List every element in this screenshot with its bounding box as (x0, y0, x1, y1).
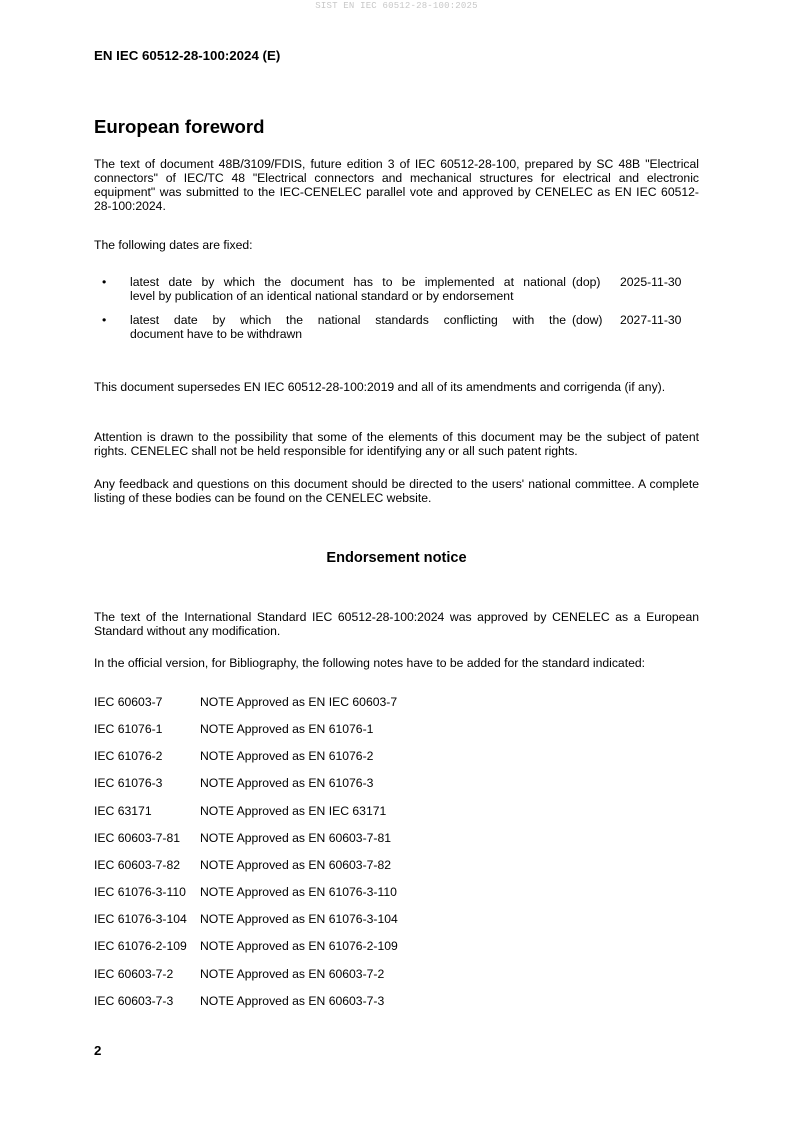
note-text: NOTE Approved as EN 60603-7-3 (200, 994, 385, 1008)
standard-reference: IEC 60603-7 (94, 695, 163, 709)
standard-reference: IEC 61076-2-109 (94, 939, 187, 953)
date-item-description (130, 313, 566, 341)
date-item-line-2: level by publication of an identical national standard or by endorsement (130, 289, 514, 303)
list-item (94, 831, 391, 845)
list-item (94, 804, 386, 818)
date-item-code: (dow) (572, 313, 603, 327)
list-item (94, 967, 384, 981)
standard-reference: IEC 60603-7-2 (94, 967, 174, 981)
note-text: NOTE Approved as EN 61076-3-110 (200, 885, 397, 899)
standard-reference: IEC 61076-3 (94, 776, 163, 790)
list-item (94, 994, 384, 1008)
note-text: NOTE Approved as EN 60603-7-2 (200, 967, 385, 981)
note-text: NOTE Approved as EN 61076-3 (200, 776, 374, 790)
feedback-paragraph: Any feedback and questions on this document should be directed to the users' national committee. A complete listing of these bodies can be found on the CENELEC website. (94, 477, 699, 505)
date-item-date: 2025-11-30 (620, 275, 682, 289)
date-item-description (130, 275, 566, 303)
endorsement-heading: Endorsement notice (326, 550, 467, 566)
note-text: NOTE Approved as EN 60603-7-82 (200, 858, 392, 872)
note-text: NOTE Approved as EN 61076-2 (200, 749, 374, 763)
list-item (94, 749, 373, 763)
standard-reference: IEC 63171 (94, 804, 152, 818)
watermark: SIST EN IEC 60512-28-100:2025 (315, 1, 478, 11)
endorsement-paragraph: The text of the International Standard IEC 60512-28-100:2024 was approved by CENELEC as a European Standard without any modification. (94, 610, 699, 638)
standard-reference: IEC 61076-3-104 (94, 912, 187, 926)
date-item-code: (dop) (572, 275, 601, 289)
patent-attention-paragraph: Attention is drawn to the possibility that some of the elements of this document may be the subject of patent rights. CENELEC shall not be held responsible for identifying any or all such patent rights. (94, 430, 699, 458)
list-item (94, 912, 398, 926)
standard-reference: IEC 60603-7-82 (94, 858, 181, 872)
foreword-title: European foreword (94, 116, 265, 137)
note-text: NOTE Approved as EN 61076-3-104 (200, 912, 398, 926)
list-item (94, 776, 373, 790)
foreword-intro-paragraph: The text of document 48B/3109/FDIS, future edition 3 of IEC 60512-28-100, prepared by SC 48B "Electrical connectors" of IEC/TC 48 "Electrical connectors and mechanical structures for electrical and electronic equipment" was submitted to the IEC-CENELEC parallel vote and approved by CENELEC as EN IEC 60512-28-100:2024. (94, 157, 699, 213)
standard-reference: IEC 61076-2 (94, 749, 163, 763)
note-text: NOTE Approved as EN IEC 63171 (200, 804, 387, 818)
bullet-icon: • (102, 313, 107, 327)
list-item (94, 722, 373, 736)
page-number: 2 (94, 1043, 102, 1058)
list-item (94, 695, 397, 709)
standard-reference: IEC 61076-1 (94, 722, 163, 736)
supersedes-paragraph: This document supersedes EN IEC 60512-28-100:2019 and all of its amendments and corrigenda (if any). (94, 380, 666, 394)
note-text: NOTE Approved as EN 61076-1 (200, 722, 374, 736)
document-header: EN IEC 60512-28-100:2024 (E) (94, 48, 281, 63)
standard-reference: IEC 61076-3-110 (94, 885, 186, 899)
date-item-line-1: latest date by which the document has to be implemented at national (130, 275, 566, 289)
date-item-line-2: document have to be withdrawn (130, 327, 303, 341)
standard-reference: IEC 60603-7-81 (94, 831, 181, 845)
list-item (94, 939, 398, 953)
bibliography-note-paragraph: In the official version, for Bibliography, the following notes have to be added for the standard indicated: (94, 656, 646, 670)
list-item (94, 885, 397, 899)
date-item-line-1: latest date by which the national standards conflicting with the (130, 313, 566, 327)
date-item-date: 2027-11-30 (620, 313, 682, 327)
list-item (94, 858, 391, 872)
note-text: NOTE Approved as EN 60603-7-81 (200, 831, 392, 845)
bullet-icon: • (102, 275, 107, 289)
dates-intro-paragraph: The following dates are fixed: (94, 238, 253, 252)
note-text: NOTE Approved as EN 61076-2-109 (200, 939, 398, 953)
note-text: NOTE Approved as EN IEC 60603-7 (200, 695, 398, 709)
standard-reference: IEC 60603-7-3 (94, 994, 174, 1008)
